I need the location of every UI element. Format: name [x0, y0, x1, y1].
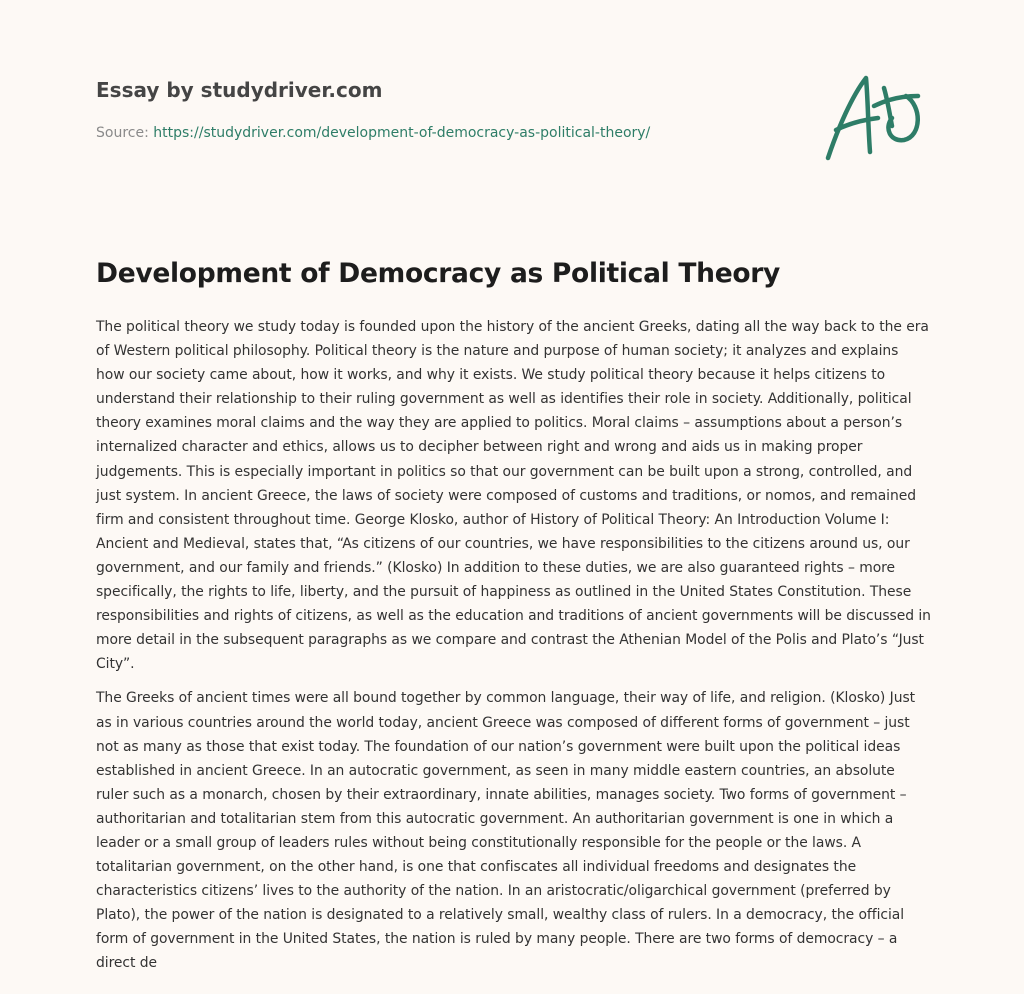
essay-body	[96, 315, 931, 986]
a-plus-logo-icon	[818, 66, 930, 166]
source-link[interactable]: https://studydriver.com/development-of-democracy-as-political-theory/	[153, 125, 651, 141]
source-label: Source:	[96, 125, 154, 141]
page-title: Development of Democracy as Political Theory	[96, 258, 781, 289]
essay-header	[96, 76, 796, 142]
paragraph: The Greeks of ancient times were all bound together by common language, their way of life, and religion. (Klosko) Just as in various countries around the world today, ancient Greece was composed of different forms of government – just not as many as those that exist today. The foundation of our nation’s government were built upon the political ideas established in ancient Greece. In an autocratic government, as seen in many middle eastern countries, an absolute ruler such as a monarch, chosen by their extraordinary, innate abilities, manages society. Two forms of government – authoritarian and totalitarian stem from this autocratic government. An authoritarian government is one in which a leader or a small group of leaders rules without being constitutionally responsible for the people or the laws. A totalitarian government, on the other hand, is one that confiscates all individual freedoms and designates the characteristics citizens’ lives to the authority of the nation. In an aristocratic/oligarchical government (preferred by Plato), the power of the nation is designated to a relatively small, wealthy class of rulers. In a democracy, the official form of government in the United States, the nation is ruled by many people. There are two forms of democracy – a direct de	[96, 690, 916, 972]
brand-title: Essay by studydriver.com	[96, 78, 383, 102]
paragraph: The political theory we study today is founded upon the history of the ancient Greeks, dating all the way back to the era of Western political philosophy. Political theory is the nature and purpose of human society; it analyzes and explains how our society came about, how it works, and why it exists. We study political theory because it helps citizens to understand their relationship to their ruling government as well as identifies their role in society. Additionally, political theory examines moral claims and the way they are applied to politics. Moral claims – assumptions about a person’s internalized character and ethics, allows us to decipher between right and wrong and aids us in making proper judgements. This is especially important in politics so that our government can be built upon a strong, controlled, and just system. In ancient Greece, the laws of society were composed of customs and traditions, or nomos, and remained firm and consistent throughout time. George Klosko, author of History of Political Theory: An Introduction Volume I: Ancient and Medieval, states that, “As citizens of our countries, we have responsibilities to the citizens around us, our government, and our family and friends.” (Klosko) In addition to these duties, we are also guaranteed rights – more specifically, the rights to life, liberty, and the pursuit of happiness as outlined in the United States Constitution. These responsibilities and rights of citizens, as well as the education and traditions of ancient governments will be discussed in more detail in the subsequent paragraphs as we compare and contrast the Athenian Model of the Polis and Plato’s “Just City”.	[96, 319, 931, 673]
source-line	[96, 124, 796, 142]
